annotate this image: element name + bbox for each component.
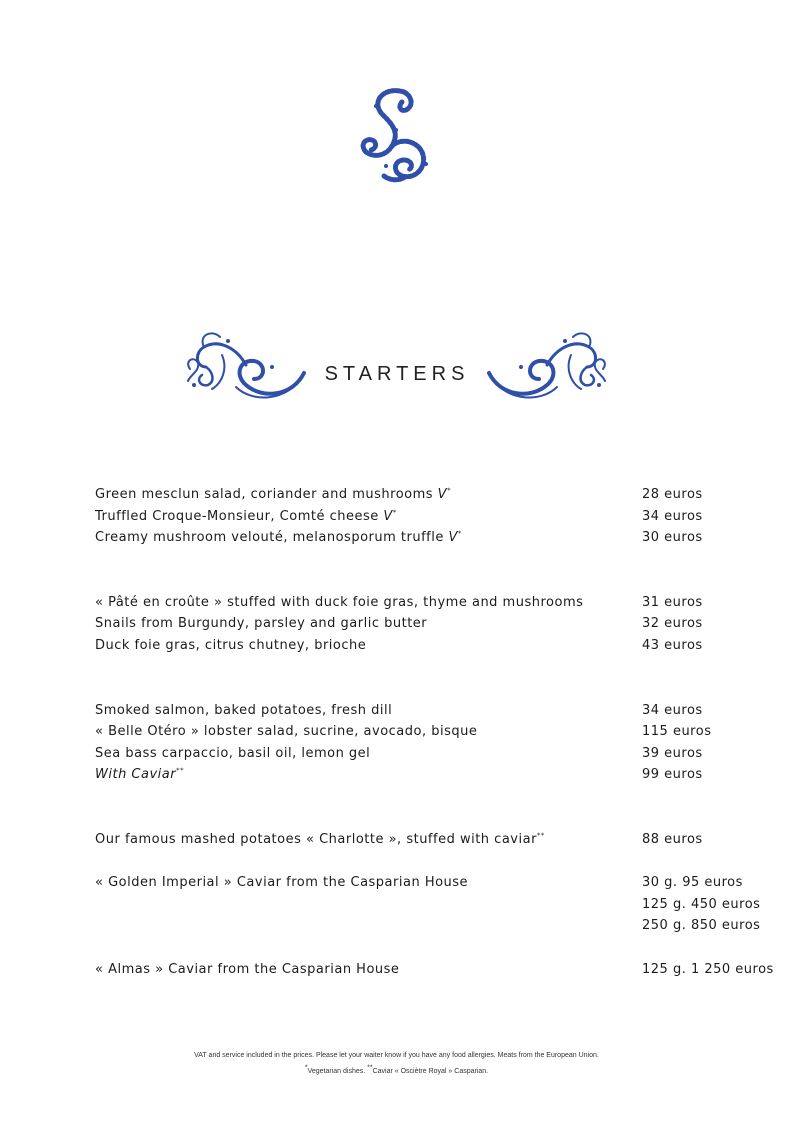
menu-item-price: 31 euros (642, 594, 703, 610)
scroll-ornament-left-icon (182, 325, 307, 405)
menu-item-price: 43 euros (642, 637, 703, 653)
monogram-logo (356, 80, 432, 190)
menu-item-name: « Almas » Caviar from the Casparian House (95, 961, 400, 977)
menu-item-caviar-option (95, 764, 785, 786)
scroll-ornament-right-icon (486, 325, 611, 405)
menu-item-price: 30 euros (642, 530, 703, 546)
menu-item (95, 959, 785, 981)
menu-item (95, 872, 785, 894)
menu-item-price: 34 euros (642, 508, 703, 524)
starters-menu (95, 484, 785, 980)
menu-item (95, 484, 785, 506)
menu-item (95, 506, 785, 528)
menu-item-name: « Belle Otéro » lobster salad, sucrine, avocado, bisque (95, 724, 478, 740)
menu-item-name: Duck foie gras, citrus chutney, brioche (95, 637, 367, 653)
menu-item (95, 527, 785, 549)
menu-item-price-row (95, 894, 785, 916)
menu-item-price: 28 euros (642, 487, 703, 502)
menu-item-price: 30 g. 95 euros (642, 875, 743, 891)
menu-item-name: Snails from Burgundy, parsley and garlic butter (95, 616, 428, 632)
menu-item-price: 115 euros (642, 724, 712, 740)
menu-item-price: 39 euros (642, 745, 703, 761)
menu-item-name: Our famous mashed potatoes « Charlotte », stuffed with caviar** (95, 831, 545, 847)
section-title: STARTERS (324, 363, 470, 385)
menu-item (95, 829, 785, 851)
menu-item-name: Green mesclun salad, coriander and mushrooms V* (95, 486, 452, 502)
menu-item-name: With Caviar** (95, 767, 185, 783)
menu-item-name: Truffled Croque-Monsieur, Comté cheese V* (95, 508, 397, 524)
menu-item-price: 32 euros (642, 616, 703, 632)
menu-item-price: 34 euros (642, 702, 703, 718)
menu-item-price: 125 g. 1 250 euros (642, 961, 774, 977)
footer-line-1: VAT and service included in the prices. Please let your waiter know if you have any food allergies. Meats from the European Union. (194, 1052, 599, 1059)
menu-item-price: 250 g. 850 euros (642, 918, 761, 934)
menu-item (95, 743, 785, 765)
section-heading (0, 325, 793, 410)
menu-item-price: 125 g. 450 euros (642, 896, 761, 912)
menu-item-price: 99 euros (642, 767, 703, 783)
menu-item-name: Sea bass carpaccio, basil oil, lemon gel (95, 745, 371, 761)
menu-item-name: Creamy mushroom velouté, melanosporum truffle V* (95, 529, 462, 546)
footer-line-2: *Vegetarian dishes. **Caviar « Osciètre Royal » Casparian. (304, 1064, 489, 1075)
menu-item-name: « Golden Imperial » Caviar from the Casparian House (95, 875, 469, 891)
menu-item-name: « Pâté en croûte » stuffed with duck foie gras, thyme and mushrooms (95, 594, 584, 610)
menu-item-price-row (95, 915, 785, 937)
menu-item (95, 721, 785, 743)
menu-item (95, 592, 785, 614)
menu-item-price: 88 euros (642, 831, 703, 847)
menu-item-name: Smoked salmon, baked potatoes, fresh dill (95, 702, 393, 718)
menu-item (95, 635, 785, 657)
footer-notes (0, 1048, 793, 1080)
menu-item (95, 700, 785, 722)
menu-item (95, 613, 785, 635)
